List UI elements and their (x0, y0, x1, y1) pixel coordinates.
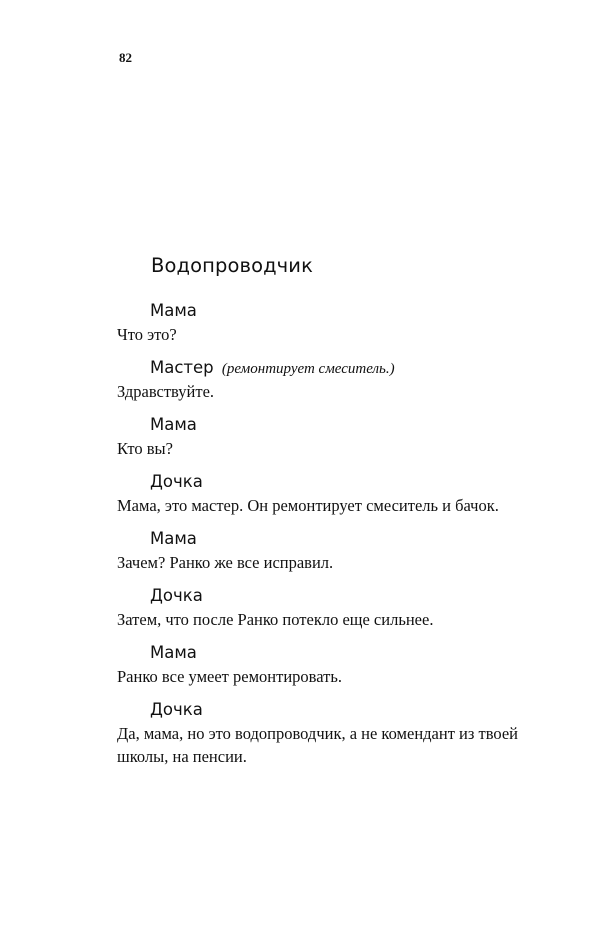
dialogue-entry (117, 470, 547, 517)
dialogue-entry (117, 641, 547, 688)
speaker-label: Дочка (150, 586, 203, 605)
dialogue-entry (117, 413, 547, 460)
page-number: 82 (119, 50, 132, 65)
speaker-name (117, 299, 547, 323)
dialogue-entry (117, 584, 547, 631)
play-scene-title: Водопроводчик (151, 254, 313, 277)
speaker-name (117, 470, 547, 494)
dialogue-line: Мама, это мастер. Он ремонтирует смеситель и бачок. (117, 496, 499, 515)
dialogue-entry (117, 698, 547, 768)
speaker-label: Дочка (150, 700, 203, 719)
speaker-label: Мама (150, 643, 197, 662)
speaker-label: Дочка (150, 472, 203, 491)
speaker-label: Мама (150, 301, 197, 320)
dialogue-line: Что это? (117, 325, 177, 344)
dialogue-entry (117, 299, 547, 346)
dialogue-line: Кто вы? (117, 439, 173, 458)
dialogue-entry (117, 356, 547, 403)
speaker-name (117, 698, 547, 722)
dialogue-line: Ранко все умеет ремонтировать. (117, 667, 342, 686)
speaker-label: Мама (150, 529, 197, 548)
speaker-name (117, 641, 547, 665)
dialogue-entry (117, 527, 547, 574)
speaker-name (117, 413, 547, 437)
speaker-name (117, 356, 547, 380)
speaker-name (117, 584, 547, 608)
dialogue-line: Затем, что после Ранко потекло еще сильнее. (117, 610, 434, 629)
dialogue-line: Да, мама, но это водопроводчик, а не комендант из твоей школы, на пенсии. (117, 724, 518, 766)
speaker-label: Мастер (150, 358, 214, 377)
dialogue-line: Зачем? Ранко же все исправил. (117, 553, 334, 572)
speaker-name (117, 527, 547, 551)
speaker-label: Мама (150, 415, 197, 434)
stage-direction: (ремонтирует смеситель.) (221, 361, 395, 377)
dialogue-line: Здравствуйте. (117, 382, 215, 401)
dialogue-block (117, 299, 547, 778)
